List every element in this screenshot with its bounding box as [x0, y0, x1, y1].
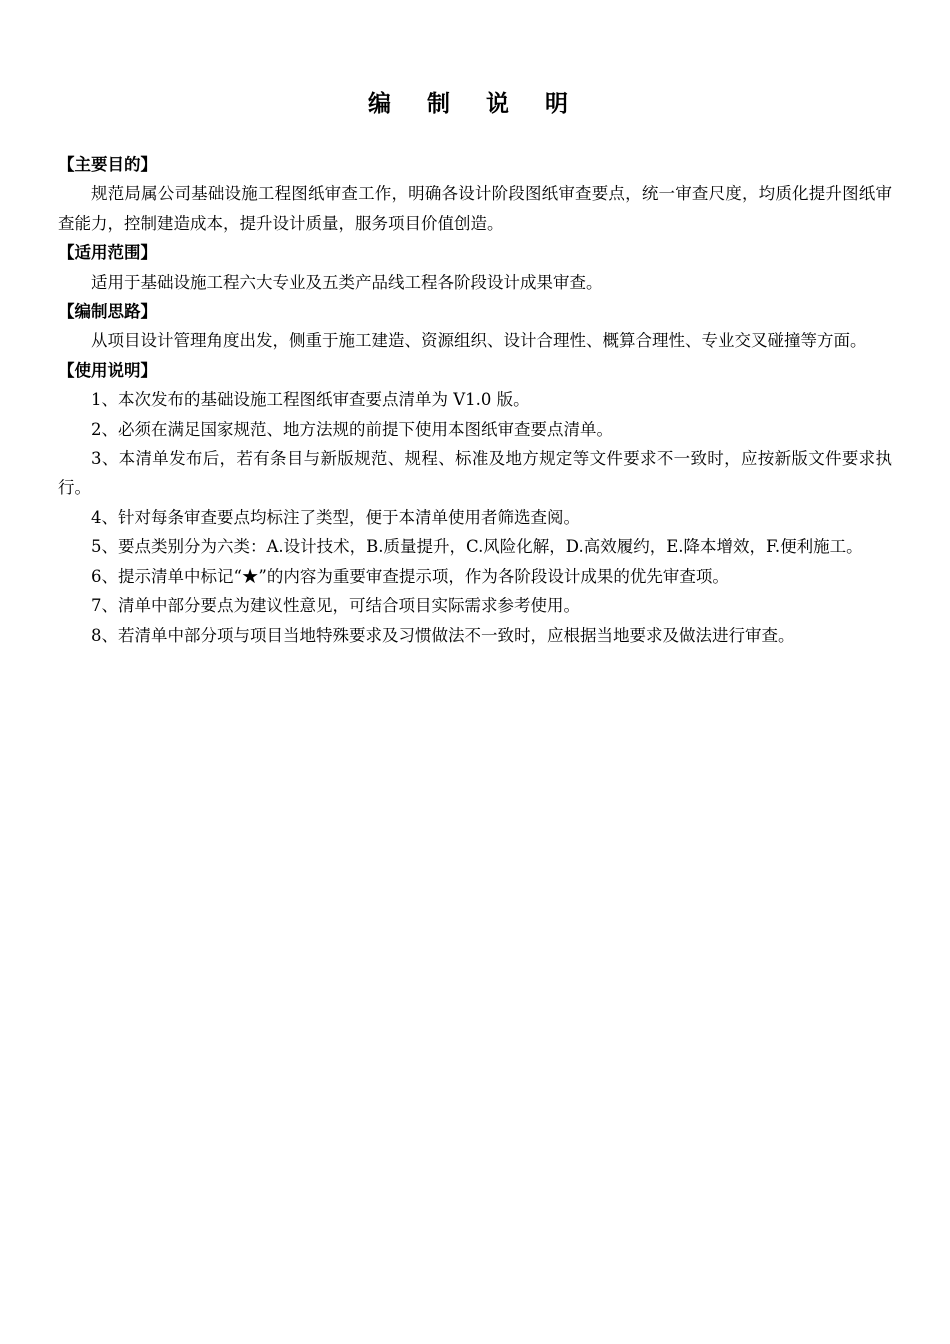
document-title: 编 制 说 明 [367, 90, 583, 117]
usage-item-1: 1、本次发布的基础设施工程图纸审查要点清单为 V1.0 版。 [91, 390, 530, 410]
usage-item-2: 2、必须在满足国家规范、地方法规的前提下使用本图纸审查要点清单。 [91, 419, 613, 439]
section-heading-scope: 【适用范围】 [58, 243, 157, 263]
paragraph: 适用于基础设施工程六大专业及五类产品线工程各阶段设计成果审查。 [91, 272, 603, 292]
paragraph: 从项目设计管理角度出发，侧重于施工建造、资源组织、设计合理性、概算合理性、专业交叉碰撞等方面。 [91, 331, 867, 351]
usage-item-4: 4、针对每条审查要点均标注了类型，便于本清单使用者筛选查阅。 [91, 507, 580, 527]
section-usage [58, 356, 892, 650]
document-body [58, 150, 892, 650]
section-heading-approach: 【编制思路】 [58, 302, 157, 322]
section-heading-usage: 【使用说明】 [58, 360, 157, 380]
usage-item-8: 8、若清单中部分项与项目当地特殊要求及习惯做法不一致时，应根据当地要求及做法进行审查。 [91, 625, 795, 645]
paragraph: 规范局属公司基础设施工程图纸审查工作，明确各设计阶段图纸审查要点，统一审查尺度，均质化提升图纸审查能力，控制建造成本，提升设计质量，服务项目价值创造。 [58, 184, 892, 233]
usage-item-3: 3、本清单发布后，若有条目与新版规范、规程、标准及地方规定等文件要求不一致时，应按新版文件要求执行。 [58, 449, 892, 498]
section-heading-purpose: 【主要目的】 [58, 155, 157, 174]
section-approach [58, 297, 892, 356]
section-purpose [58, 150, 892, 238]
usage-item-7: 7、清单中部分要点为建议性意见，可结合项目实际需求参考使用。 [91, 596, 580, 616]
usage-item-6: 6、提示清单中标记“★”的内容为重要审查提示项，作为各阶段设计成果的优先审查项。 [91, 566, 729, 586]
section-scope [58, 238, 892, 297]
usage-item-5: 5、要点类别分为六类：A.设计技术，B.质量提升，C.风险化解，D.高效履约，E.降本增效，F.便利施工。 [91, 537, 863, 557]
